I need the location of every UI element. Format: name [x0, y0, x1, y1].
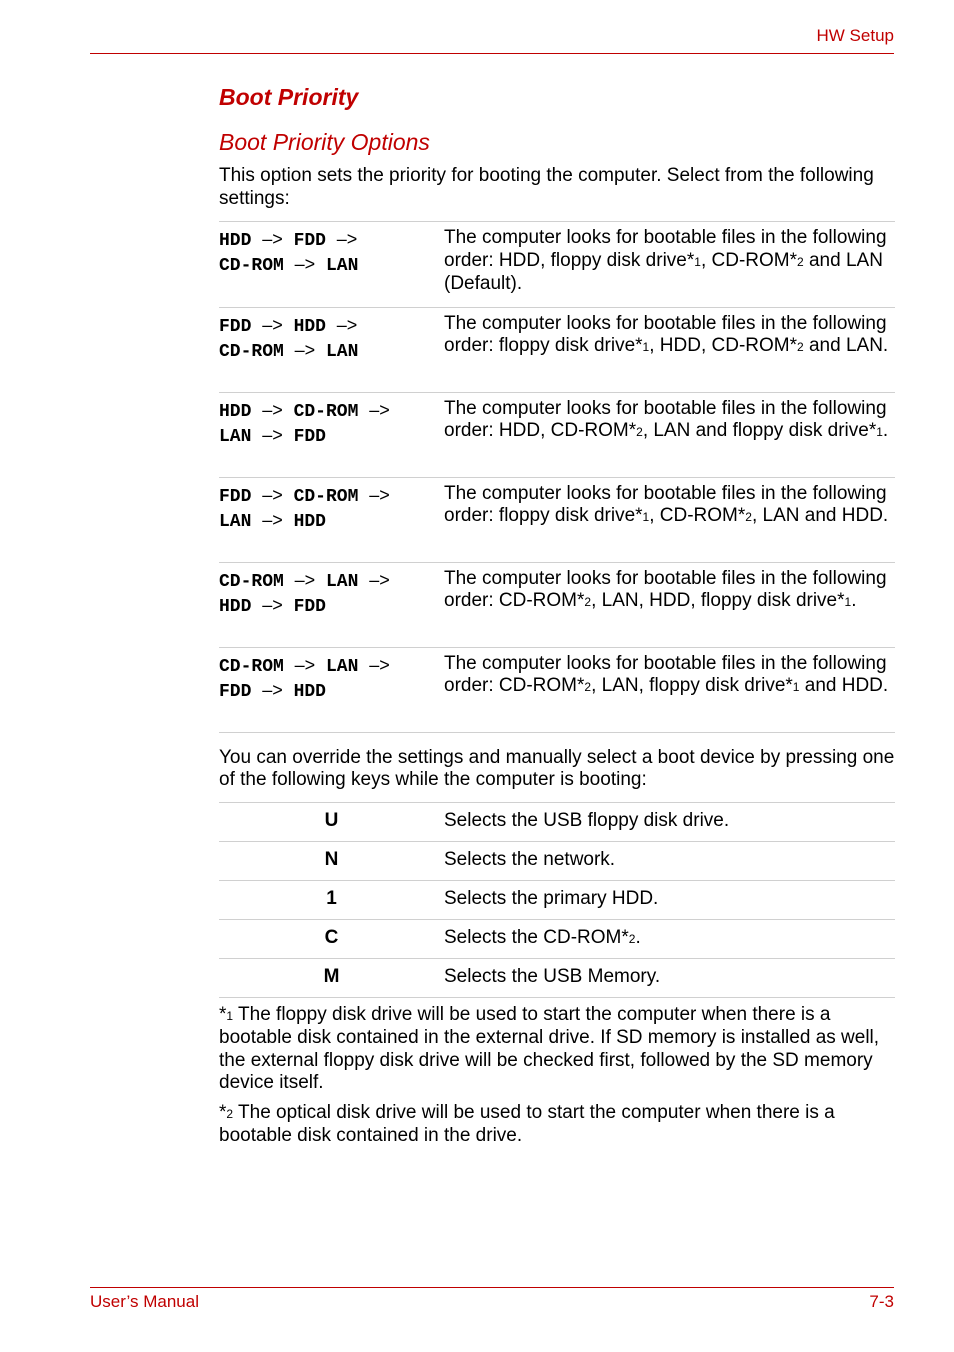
desc-text: The computer looks for bootable files in the following order: CD-ROM*	[444, 567, 887, 611]
desc-text: , CD-ROM*	[649, 505, 746, 526]
desc-text: , LAN and HDD.	[751, 505, 889, 526]
arrow-symbol: –>	[262, 509, 283, 530]
boot-key-row	[219, 958, 895, 997]
key-label: N	[324, 849, 339, 871]
boot-key-row	[219, 841, 895, 880]
boot-device: LAN	[325, 256, 359, 276]
footnote-ref: 2	[584, 680, 592, 694]
desc-text: Selects the primary HDD.	[444, 888, 659, 910]
footnote-ref: 1	[642, 510, 650, 524]
footnote-ref: 2	[584, 595, 592, 609]
arrow-symbol: –>	[369, 399, 390, 420]
desc-text: The computer looks for bootable files in the following order: HDD, floppy disk drive*	[444, 227, 887, 271]
desc-text: , HDD, CD-ROM*	[649, 335, 798, 356]
boot-device: LAN	[325, 656, 359, 677]
footnote-ref: 2	[797, 254, 804, 269]
arrow-symbol: –>	[262, 424, 283, 445]
key-description	[444, 958, 895, 997]
boot-device: CD-ROM	[219, 571, 284, 592]
arrow-symbol: –>	[369, 484, 390, 505]
desc-text: and LAN (Default).	[444, 249, 883, 294]
arrow-symbol: –>	[262, 594, 283, 615]
key-cell	[219, 841, 444, 880]
boot-order-description	[444, 562, 895, 647]
override-paragraph: You can override the settings and manually select a boot device by pressing one of the following keys while the computer is booting:	[219, 746, 895, 790]
boot-order-cell	[219, 307, 444, 392]
footnote-ref: 2	[745, 510, 752, 524]
boot-device: LAN	[325, 571, 359, 592]
arrow-symbol: –>	[294, 654, 316, 675]
boot-device: CD-ROM	[293, 401, 359, 422]
desc-text: Selects the USB floppy disk drive.	[444, 810, 730, 832]
footnote-mark: *	[219, 1101, 227, 1123]
section-title: Boot Priority	[219, 84, 359, 110]
arrow-symbol: –>	[369, 654, 390, 675]
key-cell	[219, 919, 444, 958]
key-label: U	[324, 810, 339, 832]
desc-text: .	[635, 926, 641, 948]
boot-order-description	[444, 392, 895, 477]
key-description	[444, 919, 895, 958]
boot-device: CD-ROM	[219, 656, 284, 677]
desc-text: The computer looks for bootable files in the following order: HDD, CD-ROM*	[444, 397, 887, 441]
boot-priority-table	[219, 221, 895, 733]
key-description	[444, 802, 895, 841]
desc-text: , LAN, HDD, floppy disk drive*	[591, 590, 845, 611]
boot-device: LAN	[219, 511, 252, 532]
boot-order-description	[444, 647, 895, 732]
key-label: C	[324, 927, 339, 949]
boot-device: FDD	[219, 681, 252, 702]
boot-order-description	[444, 307, 895, 392]
boot-device: CD-ROM	[219, 256, 284, 276]
boot-order-cell	[219, 562, 444, 647]
footnote-ref: 1	[642, 340, 650, 354]
footnote-ref: 1	[876, 425, 883, 439]
desc-text: Selects the CD-ROM*	[444, 926, 629, 948]
footnote-ref: 1	[694, 254, 701, 269]
footnote-ref: 1	[844, 595, 852, 609]
key-description	[444, 841, 895, 880]
arrow-symbol: –>	[369, 569, 390, 590]
footnote-ref: 2	[797, 340, 804, 354]
desc-text: and LAN.	[803, 335, 889, 356]
boot-key-row	[219, 802, 895, 841]
desc-text: .	[882, 420, 889, 441]
boot-device: HDD	[293, 681, 326, 702]
arrow-symbol: –>	[262, 229, 283, 249]
footnote-text: The floppy disk drive will be used to start the computer when there is a bootable disk contained in the external drive. If SD memory is installed as well, the external floppy disk drive will be checked first, followed by the SD memory device itself.	[219, 1003, 880, 1093]
boot-key-row	[219, 880, 895, 919]
boot-order-cell	[219, 222, 444, 308]
subsection-title: Boot Priority Options	[219, 129, 430, 155]
footer-rule	[90, 1287, 894, 1288]
footnote-paragraph	[219, 1004, 895, 1095]
desc-text: The computer looks for bootable files in the following order: floppy disk drive*	[444, 312, 887, 356]
desc-text: , LAN, floppy disk drive*	[591, 675, 793, 696]
boot-device: LAN	[325, 341, 359, 362]
desc-text: Selects the network.	[444, 849, 616, 871]
footnote-ref: 2	[636, 425, 643, 439]
boot-order-cell	[219, 392, 444, 477]
boot-device: CD-ROM	[293, 486, 359, 507]
boot-option-row	[219, 392, 895, 477]
arrow-symbol: –>	[336, 314, 358, 335]
key-description	[444, 880, 895, 919]
footnote-ref: 2	[628, 931, 636, 946]
boot-device: HDD	[293, 316, 326, 337]
boot-device: HDD	[219, 596, 252, 617]
desc-text: The computer looks for bootable files in the following order: floppy disk drive*	[444, 482, 887, 526]
arrow-symbol: –>	[262, 679, 283, 700]
page-number: 7-3	[869, 1292, 894, 1311]
boot-device: HDD	[219, 231, 252, 251]
boot-device: HDD	[219, 401, 252, 422]
desc-text: Selects the USB Memory.	[444, 966, 661, 988]
desc-text: and HDD.	[799, 675, 889, 696]
boot-option-row	[219, 222, 895, 308]
boot-option-row	[219, 477, 895, 562]
intro-paragraph: This option sets the priority for booting the computer. Select from the following settings:	[219, 165, 874, 209]
arrow-symbol: –>	[294, 569, 316, 590]
arrow-symbol: –>	[262, 484, 283, 505]
footnote-number: 2	[226, 1106, 234, 1121]
boot-key-row	[219, 919, 895, 958]
key-cell	[219, 802, 444, 841]
key-cell	[219, 880, 444, 919]
arrow-symbol: –>	[262, 314, 283, 335]
footer-manual-title: User’s Manual	[90, 1292, 199, 1311]
footnote-mark: *	[219, 1003, 227, 1025]
boot-option-row	[219, 307, 895, 392]
page-content	[219, 82, 895, 1148]
boot-order-cell	[219, 477, 444, 562]
footnotes	[219, 1004, 895, 1148]
boot-order-description	[444, 477, 895, 562]
arrow-symbol: –>	[294, 254, 316, 274]
boot-order-description	[444, 222, 895, 308]
boot-device: FDD	[293, 426, 326, 447]
boot-device: FDD	[219, 316, 252, 337]
boot-order-cell	[219, 647, 444, 732]
header-rule	[90, 53, 894, 54]
footnote-paragraph	[219, 1102, 895, 1148]
footnote-number: 1	[226, 1008, 234, 1023]
boot-key-table	[219, 802, 895, 998]
boot-device: FDD	[293, 596, 326, 617]
footnote-text: The optical disk drive will be used to start the computer when there is a bootable disk contained in the drive.	[219, 1101, 835, 1146]
running-header: HW Setup	[816, 26, 894, 45]
boot-device: LAN	[219, 426, 252, 447]
arrow-symbol: –>	[262, 399, 283, 420]
desc-text: , LAN and floppy disk drive*	[642, 420, 877, 441]
arrow-symbol: –>	[336, 229, 358, 249]
key-label: 1	[326, 888, 337, 910]
arrow-symbol: –>	[294, 339, 316, 360]
boot-device: FDD	[293, 231, 326, 251]
footnote-ref: 1	[792, 680, 800, 694]
boot-option-row	[219, 647, 895, 732]
boot-device: FDD	[219, 486, 252, 507]
desc-text: .	[851, 590, 857, 611]
desc-text: , CD-ROM*	[700, 249, 798, 271]
boot-option-row	[219, 562, 895, 647]
boot-device: HDD	[293, 511, 326, 532]
desc-text: The computer looks for bootable files in the following order: CD-ROM*	[444, 652, 887, 696]
key-cell	[219, 958, 444, 997]
boot-device: CD-ROM	[219, 341, 284, 362]
key-label: M	[323, 966, 340, 988]
